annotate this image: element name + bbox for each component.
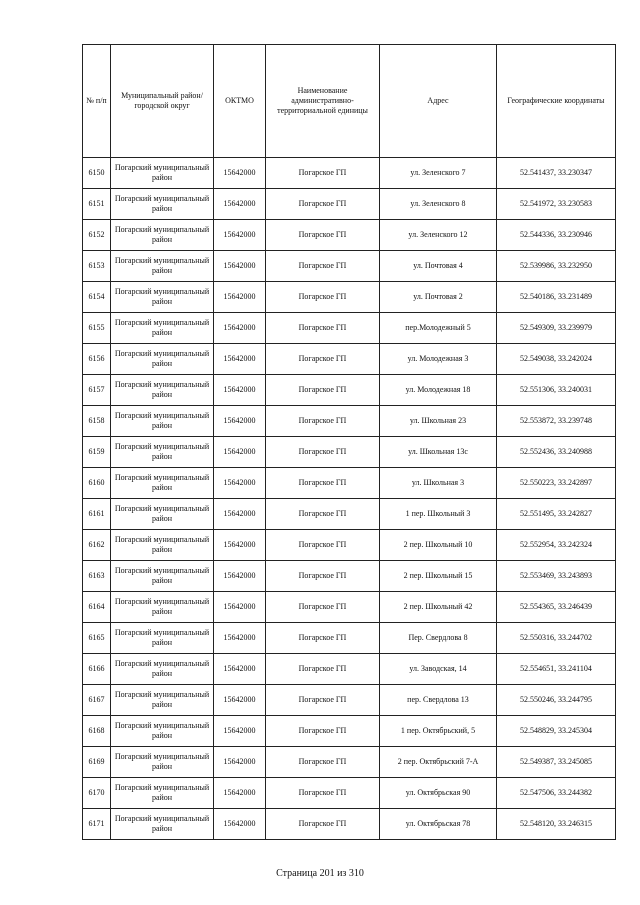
cell-coords: 52.548829, 33.245304 <box>497 716 616 747</box>
cell-address: ул. Школьная 3 <box>380 468 497 499</box>
table-row <box>83 220 616 251</box>
cell-num: 6157 <box>83 375 111 406</box>
cell-num: 6156 <box>83 344 111 375</box>
cell-oktmo: 15642000 <box>214 189 266 220</box>
cell-address: ул. Октябрьская 90 <box>380 778 497 809</box>
table-row <box>83 313 616 344</box>
page-footer: Страница 201 из 310 <box>276 868 364 879</box>
cell-oktmo: 15642000 <box>214 313 266 344</box>
cell-coords: 52.549038, 33.242024 <box>497 344 616 375</box>
cell-address: 2 пер. Школьный 42 <box>380 592 497 623</box>
cell-address: ул. Школьная 13с <box>380 437 497 468</box>
table-row <box>83 654 616 685</box>
cell-unit: Погарское ГП <box>266 747 380 778</box>
table-row <box>83 158 616 189</box>
cell-num: 6153 <box>83 251 111 282</box>
header-oktmo: ОКТМО <box>214 45 266 158</box>
cell-address: ул. Школьная 23 <box>380 406 497 437</box>
cell-unit: Погарское ГП <box>266 406 380 437</box>
table-row <box>83 344 616 375</box>
cell-oktmo: 15642000 <box>214 220 266 251</box>
cell-district: Погарский муниципальный район <box>111 282 214 313</box>
cell-num: 6154 <box>83 282 111 313</box>
cell-address: 2 пер. Школьный 15 <box>380 561 497 592</box>
cell-address: 1 пер. Школьный 3 <box>380 499 497 530</box>
cell-address: ул. Зеленского 8 <box>380 189 497 220</box>
table-row <box>83 437 616 468</box>
cell-district: Погарский муниципальный район <box>111 313 214 344</box>
cell-district: Погарский муниципальный район <box>111 220 214 251</box>
table-row <box>83 592 616 623</box>
cell-num: 6163 <box>83 561 111 592</box>
cell-address: 1 пер. Октябрьский, 5 <box>380 716 497 747</box>
cell-num: 6171 <box>83 809 111 840</box>
cell-unit: Погарское ГП <box>266 654 380 685</box>
cell-coords: 52.540186, 33.231489 <box>497 282 616 313</box>
cell-address: пер.Молодежный 5 <box>380 313 497 344</box>
header-district: Муниципальный район/городской округ <box>111 45 214 158</box>
cell-coords: 52.554365, 33.246439 <box>497 592 616 623</box>
table-row <box>83 375 616 406</box>
cell-oktmo: 15642000 <box>214 468 266 499</box>
table-row <box>83 561 616 592</box>
cell-district: Погарский муниципальный район <box>111 561 214 592</box>
cell-district: Погарский муниципальный район <box>111 592 214 623</box>
cell-coords: 52.553872, 33.239748 <box>497 406 616 437</box>
cell-address: ул. Молодежная 18 <box>380 375 497 406</box>
cell-oktmo: 15642000 <box>214 561 266 592</box>
table-row <box>83 747 616 778</box>
cell-address: Пер. Свердлова 8 <box>380 623 497 654</box>
cell-district: Погарский муниципальный район <box>111 344 214 375</box>
cell-unit: Погарское ГП <box>266 282 380 313</box>
cell-coords: 52.544336, 33.230946 <box>497 220 616 251</box>
cell-num: 6165 <box>83 623 111 654</box>
cell-district: Погарский муниципальный район <box>111 251 214 282</box>
cell-address: 2 пер. Октябрьский 7-А <box>380 747 497 778</box>
table-row <box>83 189 616 220</box>
cell-oktmo: 15642000 <box>214 530 266 561</box>
cell-coords: 52.554651, 33.241104 <box>497 654 616 685</box>
cell-address: 2 пер. Школьный 10 <box>380 530 497 561</box>
cell-num: 6152 <box>83 220 111 251</box>
cell-oktmo: 15642000 <box>214 716 266 747</box>
cell-district: Погарский муниципальный район <box>111 406 214 437</box>
cell-oktmo: 15642000 <box>214 282 266 313</box>
cell-coords: 52.541972, 33.230583 <box>497 189 616 220</box>
table-row <box>83 406 616 437</box>
cell-num: 6159 <box>83 437 111 468</box>
cell-unit: Погарское ГП <box>266 158 380 189</box>
cell-district: Погарский муниципальный район <box>111 778 214 809</box>
cell-num: 6170 <box>83 778 111 809</box>
cell-address: ул. Почтовая 4 <box>380 251 497 282</box>
cell-district: Погарский муниципальный район <box>111 158 214 189</box>
table-row <box>83 809 616 840</box>
cell-district: Погарский муниципальный район <box>111 530 214 561</box>
cell-district: Погарский муниципальный район <box>111 375 214 406</box>
cell-unit: Погарское ГП <box>266 189 380 220</box>
cell-address: ул. Заводская, 14 <box>380 654 497 685</box>
cell-district: Погарский муниципальный район <box>111 747 214 778</box>
cell-district: Погарский муниципальный район <box>111 809 214 840</box>
cell-oktmo: 15642000 <box>214 251 266 282</box>
cell-district: Погарский муниципальный район <box>111 654 214 685</box>
header-num: № п/п <box>83 45 111 158</box>
header-address: Адрес <box>380 45 497 158</box>
table-row <box>83 468 616 499</box>
cell-district: Погарский муниципальный район <box>111 437 214 468</box>
cell-coords: 52.549309, 33.239979 <box>497 313 616 344</box>
table-row <box>83 282 616 313</box>
cell-address: ул. Зеленского 7 <box>380 158 497 189</box>
cell-unit: Погарское ГП <box>266 778 380 809</box>
cell-oktmo: 15642000 <box>214 778 266 809</box>
cell-coords: 52.553469, 33.243893 <box>497 561 616 592</box>
cell-num: 6161 <box>83 499 111 530</box>
cell-num: 6158 <box>83 406 111 437</box>
cell-district: Погарский муниципальный район <box>111 468 214 499</box>
cell-coords: 52.547506, 33.244382 <box>497 778 616 809</box>
cell-num: 6150 <box>83 158 111 189</box>
table-row <box>83 623 616 654</box>
cell-unit: Погарское ГП <box>266 716 380 747</box>
table-body <box>83 158 616 840</box>
cell-unit: Погарское ГП <box>266 499 380 530</box>
cell-coords: 52.552436, 33.240988 <box>497 437 616 468</box>
cell-coords: 52.539986, 33.232950 <box>497 251 616 282</box>
cell-num: 6168 <box>83 716 111 747</box>
table-row <box>83 685 616 716</box>
cell-coords: 52.550223, 33.242897 <box>497 468 616 499</box>
cell-oktmo: 15642000 <box>214 406 266 437</box>
table-row <box>83 530 616 561</box>
cell-coords: 52.550246, 33.244795 <box>497 685 616 716</box>
cell-district: Погарский муниципальный район <box>111 189 214 220</box>
cell-unit: Погарское ГП <box>266 561 380 592</box>
cell-oktmo: 15642000 <box>214 747 266 778</box>
table-header <box>83 45 616 158</box>
cell-unit: Погарское ГП <box>266 530 380 561</box>
cell-oktmo: 15642000 <box>214 654 266 685</box>
cell-unit: Погарское ГП <box>266 437 380 468</box>
cell-oktmo: 15642000 <box>214 437 266 468</box>
cell-oktmo: 15642000 <box>214 375 266 406</box>
cell-oktmo: 15642000 <box>214 344 266 375</box>
cell-num: 6155 <box>83 313 111 344</box>
cell-num: 6160 <box>83 468 111 499</box>
table-row <box>83 778 616 809</box>
cell-oktmo: 15642000 <box>214 809 266 840</box>
table-row <box>83 251 616 282</box>
cell-oktmo: 15642000 <box>214 499 266 530</box>
cell-address: ул. Октябрьская 78 <box>380 809 497 840</box>
cell-address: ул. Зеленского 12 <box>380 220 497 251</box>
cell-unit: Погарское ГП <box>266 313 380 344</box>
cell-num: 6167 <box>83 685 111 716</box>
cell-num: 6164 <box>83 592 111 623</box>
cell-oktmo: 15642000 <box>214 158 266 189</box>
header-coords: Географические координаты <box>497 45 616 158</box>
cell-coords: 52.548120, 33.246315 <box>497 809 616 840</box>
cell-oktmo: 15642000 <box>214 592 266 623</box>
cell-num: 6151 <box>83 189 111 220</box>
table-row <box>83 499 616 530</box>
cell-unit: Погарское ГП <box>266 375 380 406</box>
cell-coords: 52.541437, 33.230347 <box>497 158 616 189</box>
cell-address: ул. Почтовая 2 <box>380 282 497 313</box>
cell-unit: Погарское ГП <box>266 468 380 499</box>
cell-district: Погарский муниципальный район <box>111 685 214 716</box>
cell-unit: Погарское ГП <box>266 623 380 654</box>
cell-coords: 52.552954, 33.242324 <box>497 530 616 561</box>
cell-oktmo: 15642000 <box>214 623 266 654</box>
cell-district: Погарский муниципальный район <box>111 716 214 747</box>
cell-coords: 52.551306, 33.240031 <box>497 375 616 406</box>
cell-oktmo: 15642000 <box>214 685 266 716</box>
cell-unit: Погарское ГП <box>266 220 380 251</box>
cell-coords: 52.551495, 33.242827 <box>497 499 616 530</box>
cell-address: ул. Молодежная 3 <box>380 344 497 375</box>
cell-unit: Погарское ГП <box>266 592 380 623</box>
cell-unit: Погарское ГП <box>266 685 380 716</box>
cell-district: Погарский муниципальный район <box>111 623 214 654</box>
cell-num: 6166 <box>83 654 111 685</box>
cell-district: Погарский муниципальный район <box>111 499 214 530</box>
cell-unit: Погарское ГП <box>266 251 380 282</box>
cell-unit: Погарское ГП <box>266 809 380 840</box>
cell-unit: Погарское ГП <box>266 344 380 375</box>
header-unit: Наименование административно-территориальной единицы <box>266 45 380 158</box>
cell-coords: 52.550316, 33.244702 <box>497 623 616 654</box>
registry-table <box>82 44 616 840</box>
cell-address: пер. Свердлова 13 <box>380 685 497 716</box>
cell-num: 6162 <box>83 530 111 561</box>
cell-coords: 52.549387, 33.245085 <box>497 747 616 778</box>
table-row <box>83 716 616 747</box>
cell-num: 6169 <box>83 747 111 778</box>
